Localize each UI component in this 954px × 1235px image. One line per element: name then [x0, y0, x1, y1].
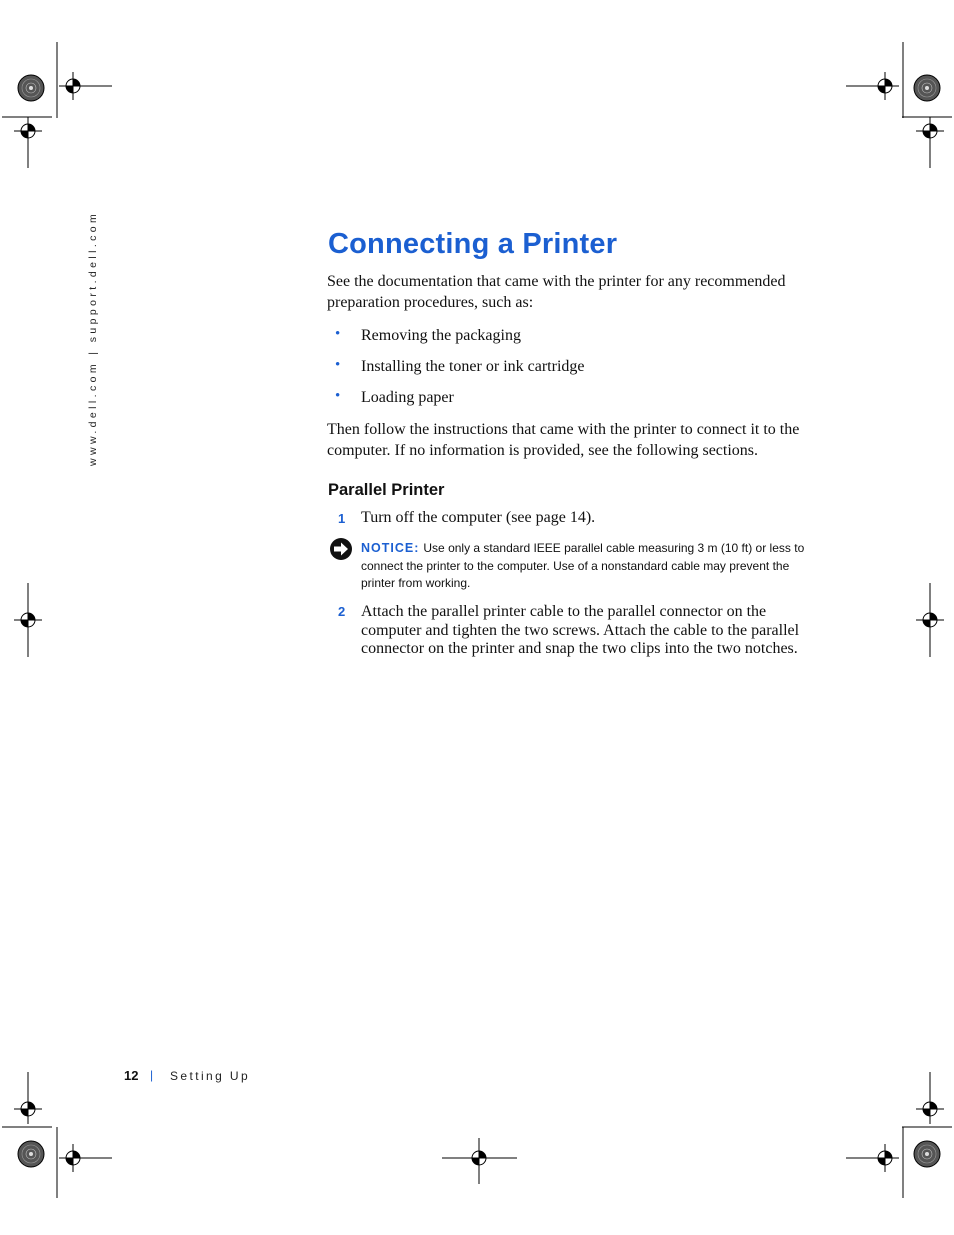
- list-item: Loading paper: [361, 389, 454, 406]
- notice-text: Use only a standard IEEE parallel cable measuring 3 m (10 ft) or less to connect the printer to the computer. Use of a nonstandard cable may prevent the printer from working.: [361, 541, 805, 590]
- page-number: 12: [124, 1068, 139, 1083]
- followup-paragraph: Then follow the instructions that came with the printer to connect it to the computer. If no information is provided, see the following sections.: [327, 421, 800, 459]
- section-heading: Parallel Printer: [328, 481, 445, 499]
- step-text: Turn off the computer (see page 14).: [361, 509, 596, 526]
- bullet-marker: •: [335, 388, 341, 404]
- intro-paragraph: See the documentation that came with the printer for any recommended preparation procedures, such as:: [327, 273, 786, 311]
- sidebar-url: www.dell.com | support.dell.com: [87, 210, 99, 466]
- notice-label: NOTICE:: [361, 541, 420, 555]
- list-item: Removing the packaging: [361, 327, 521, 344]
- page-title: Connecting a Printer: [328, 228, 618, 260]
- footer-separator: |: [150, 1068, 154, 1082]
- bullet-marker: •: [335, 357, 341, 373]
- step-number: 1: [338, 511, 346, 526]
- footer-section-name: Setting Up: [170, 1069, 251, 1083]
- step-text: Attach the parallel printer cable to the parallel connector on the computer and tighten the two screws. Attach the cable to the parallel connector on the printer and snap the two clips into the two notches.: [361, 603, 800, 657]
- list-item: Installing the toner or ink cartridge: [361, 358, 585, 375]
- bullet-marker: •: [335, 326, 341, 342]
- step-number: 2: [338, 604, 346, 619]
